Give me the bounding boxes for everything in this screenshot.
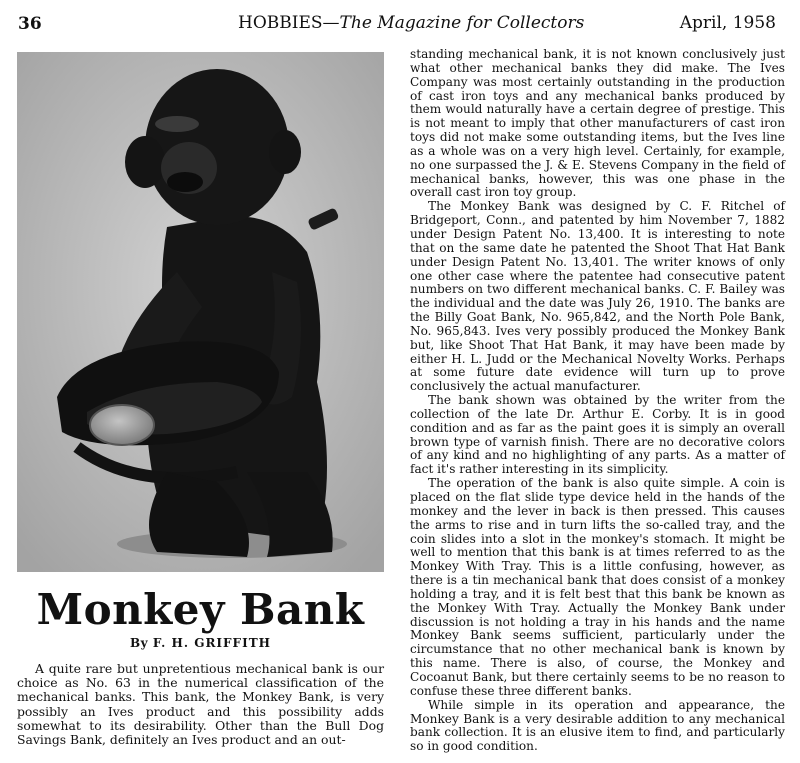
article-intro-paragraph: A quite rare but unpretentious mechanical bank is our choice as No. 63 in the numerical classification of the mechanical banks. This bank, the Monkey Bank, is very possibly an Ives product and this possibility adds somewhat to its desirability. Other than the Bull Dog Savings Bank, definitely an Ives product and an out- [17,661,384,748]
page-number: 36 [18,14,42,34]
byline [17,636,384,650]
article-title: Monkey Bank [36,585,365,634]
monkey-bank-photo [17,52,384,572]
monkey-bank-figure [17,52,384,572]
article-paragraph: The Monkey Bank was designed by C. F. Ritchel of Bridgeport, Conn., and patented by him November 7, 1882 under Design Patent No. 13,400. It is interesting to note that on the same date he patented the Shoot That Hat Bank under Design Patent No. 13,401. The writer knows of only one other case where the patentee had consecutive patent numbers on two different mechanical banks. C. F. Bailey was the individual and the date was July 26, 1910. The banks are the Billy Goat Bank, No. 965,842, and the North Pole Bank, No. 965,843. Ives very possibly produced the Monkey Bank but, like Shoot That Hat Bank, it may have been made by either H. L. Judd or the Mechanical Novelty Works. Perhaps at some future date evidence will turn up to prove conclusively the actual manufacturer. [410,199,785,394]
article-paragraph: While simple in its operation and appearance, the Monkey Bank is a very desirable addition to any mechanical bank collection. It is an elusive item to find, and particularly so in good condition. [410,697,785,754]
issue-date: April, 1958 [679,13,776,33]
article-paragraph: The operation of the bank is also quite simple. A coin is placed on the flat slide type device held in the hands of the monkey and the lever in back is then pressed. This causes the arms to rise and in turn lifts the so-called tray, and the coin slides into a slot in the monkey's stomach. It might be well to mention that this bank is at times referred to as the Monkey With Tray. This is a little confusing, however, as there is a tin mechanical bank that does consist of a monkey holding a tray, and it is felt best that this bank be known as the Monkey With Tray. Actually the Monkey Bank under discussion is not holding a tray in his hands and the name Monkey Bank seems sufficient, particularly under the circumstance that no other mechanical bank is known by this name. There is also, of course, the Monkey and Cocoanut Bank, but there certainly seems to be no reason to confuse these three different banks. [410,476,785,698]
article-paragraph: standing mechanical bank, it is not known conclusively just what other mechanical banks they did make. The Ives Company was most certainly outstanding in the production of cast iron toys and any mechanical banks produced by them would naturally have a certain degree of prestige. This is not meant to imply that other manufacturers of cast iron toys did not make some outstanding items, but the Ives line as a whole was on a very high level. Certainly, for example, no one surpassed the J. & E. Stevens Company in the field of mechanical banks, however, this was one phase in the overall cast iron toy group. [410,47,785,200]
article-paragraph: The bank shown was obtained by the writer from the collection of the late Dr. Arthur E. Corby. It is in good condition and as far as the paint goes it is simply an overall brown type of varnish finish. There are no decorative colors of any kind and no highlighting of any parts. As a matter of fact it's rather interesting in its simplicity. [410,393,785,477]
magazine-tagline: The Magazine for Collectors [339,13,585,33]
page-header [0,0,800,40]
magazine-name: HOBBIES— [238,13,340,33]
magazine-title [238,13,584,33]
article-right-column [410,48,785,754]
byline-author: F. H. GRIFFITH [152,636,271,650]
byline-prefix: By [130,636,149,650]
